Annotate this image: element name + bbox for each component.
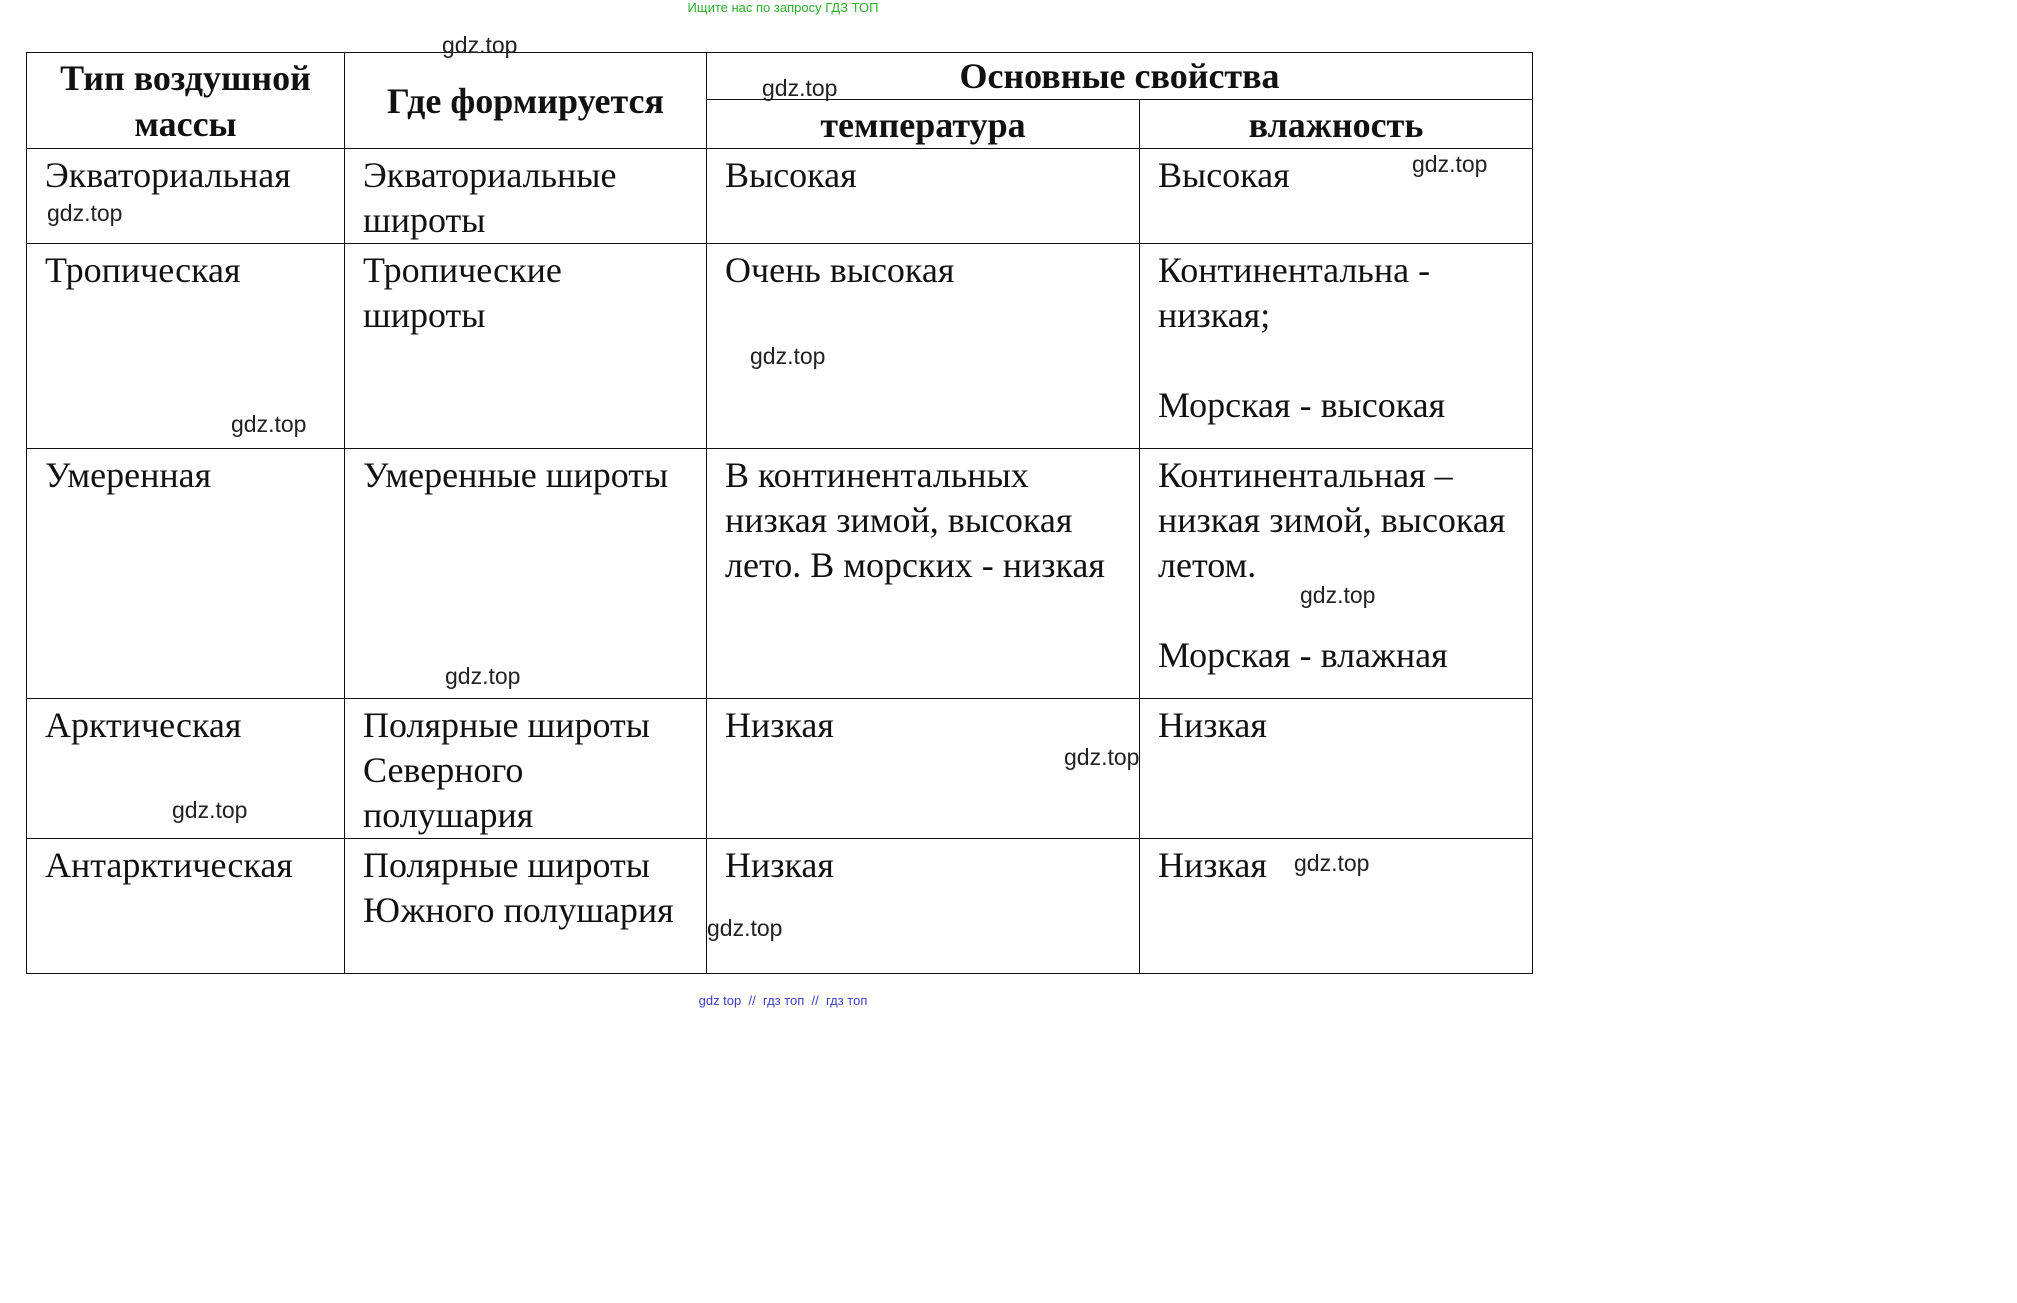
- watermark: gdz.top: [1300, 582, 1376, 608]
- cell-type: Антарктическая: [27, 839, 345, 974]
- cell-temperature: Очень высокая: [707, 244, 1140, 449]
- cell-temperature: Низкая: [707, 839, 1140, 974]
- humidity-line: Морская - высокая: [1158, 385, 1446, 425]
- humidity-line: Низкая: [1158, 845, 1267, 885]
- footer-note: gdz top // гдз топ // гдз топ: [698, 993, 868, 1008]
- humidity-line: Высокая: [1158, 155, 1290, 195]
- cell-temperature: В континентальных низкая зимой, высокая лето. В морских - низкая: [707, 449, 1140, 699]
- watermark: gdz.top: [172, 797, 248, 823]
- cell-type: Умеренная: [27, 449, 345, 699]
- header-type: Тип воздушной массы: [27, 53, 345, 149]
- cell-where: Полярные широты Южного полушария: [345, 839, 707, 974]
- cell-where: Полярные широты Северного полушария: [345, 699, 707, 839]
- watermark: gdz.top: [445, 663, 521, 689]
- watermark: gdz.top: [442, 32, 518, 58]
- watermark: gdz.top: [1294, 850, 1370, 876]
- header-properties: Основные свойства: [707, 53, 1533, 100]
- cell-type: Экваториальная: [27, 149, 345, 244]
- cell-where: Тропические широты: [345, 244, 707, 449]
- cell-humidity: [1140, 699, 1533, 839]
- cell-type: Арктическая: [27, 699, 345, 839]
- humidity-line: Континентальная – низкая зимой, высокая летом.: [1158, 455, 1506, 585]
- watermark: gdz.top: [750, 343, 826, 369]
- watermark: gdz.top: [231, 411, 307, 437]
- table-row: [27, 149, 1533, 244]
- cell-type: Тропическая: [27, 244, 345, 449]
- table-row: [27, 449, 1533, 699]
- cell-where: Экваториальные широты: [345, 149, 707, 244]
- watermark: gdz.top: [1412, 151, 1488, 177]
- cell-temperature: Низкая: [707, 699, 1140, 839]
- header-temperature: температура: [707, 100, 1140, 149]
- watermark: gdz.top: [707, 915, 783, 941]
- air-masses-table: [26, 52, 1533, 974]
- cell-where: Умеренные широты: [345, 449, 707, 699]
- watermark: gdz.top: [1064, 744, 1140, 770]
- cell-humidity: [1140, 244, 1533, 449]
- header-humidity: влажность: [1140, 100, 1533, 149]
- cell-humidity: [1140, 449, 1533, 699]
- table-row: [27, 699, 1533, 839]
- watermark: gdz.top: [762, 75, 838, 101]
- watermark: gdz.top: [47, 200, 123, 226]
- cell-temperature: Высокая: [707, 149, 1140, 244]
- header-where: Где формируется: [345, 53, 707, 149]
- humidity-line: Низкая: [1158, 705, 1267, 745]
- humidity-line: Континентальна - низкая;: [1158, 250, 1431, 335]
- humidity-line: Морская - влажная: [1158, 635, 1448, 675]
- header-note: Ищите нас по запросу ГДЗ ТОП: [687, 0, 879, 15]
